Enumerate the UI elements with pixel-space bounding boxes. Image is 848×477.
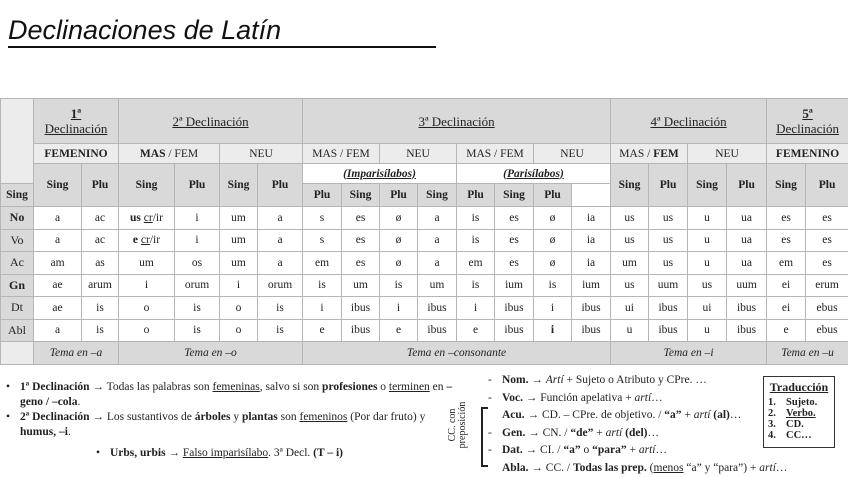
traduccion-box [763, 376, 835, 448]
ending-cell: is [457, 274, 495, 297]
note-segment: artí [759, 461, 776, 474]
item-number: 3. [768, 419, 776, 430]
ending-cell: is [82, 297, 119, 320]
ending-cell: s [303, 207, 342, 230]
ending-cell: us [649, 229, 688, 252]
col-plu: Plu [534, 184, 572, 207]
note-segment: humus, –i [20, 426, 68, 438]
ending-cell: o [220, 297, 258, 320]
ending-bold: us [130, 211, 141, 224]
parisilabos-label: (Parisílabos) [457, 164, 611, 184]
ending-cell: ua [727, 229, 767, 252]
col-plu: Plu [380, 184, 418, 207]
ending-cell: es [495, 229, 534, 252]
ending-cell: ibus [495, 297, 534, 320]
gender-mas-fem [611, 144, 688, 164]
ending-cell: us [611, 274, 649, 297]
note-segment: plantas [241, 411, 278, 423]
ending-cell: a [34, 319, 82, 342]
note-segment: → Los sustantivos de [89, 411, 195, 423]
note-item [6, 410, 456, 440]
ending-cell: em [767, 252, 806, 275]
col-sing: Sing [418, 184, 457, 207]
col-sing: Sing [767, 164, 806, 207]
ending-cell: ibus [727, 297, 767, 320]
note-segment: → Función apelativa + [522, 391, 635, 404]
ending-cell [119, 207, 175, 230]
notes-left [6, 380, 456, 461]
ending-cell: ac [82, 207, 119, 230]
col-sing: Sing [220, 164, 258, 207]
note-segment: Todas las prep. [572, 461, 647, 474]
note-segment: + [681, 409, 694, 421]
note-segment: menos [653, 461, 684, 474]
col-sing: Sing [495, 184, 534, 207]
ending-cell: o [119, 319, 175, 342]
ending-cell: es [767, 229, 806, 252]
note-segment: + Sujeto o Atributo y CPre. … [563, 374, 707, 386]
col-sing: Sing [1, 184, 34, 207]
ending-cell: us [611, 229, 649, 252]
decl-1-label: Declinación [44, 121, 108, 136]
col-plu: Plu [806, 164, 848, 207]
ending-underline: cr [143, 211, 153, 224]
item-text: CC… [786, 430, 812, 441]
ending-cell: ø [534, 207, 572, 230]
tema-row [1, 342, 848, 365]
fem-text: FEM [174, 147, 199, 160]
col-sing: Sing [34, 164, 82, 207]
ending-cell: orum [258, 274, 303, 297]
ending-cell: ø [534, 229, 572, 252]
ending-cell: ua [727, 252, 767, 275]
note-segment: → CD. – CPre. de objetivo. / [524, 409, 665, 421]
note-segment: … [651, 391, 663, 404]
corner-cell [1, 342, 34, 365]
ending-cell: ibus [495, 319, 534, 342]
ending-bold: e [132, 234, 139, 247]
ending-cell: a [258, 207, 303, 230]
note-item [6, 380, 456, 410]
note-segment: (al) [710, 409, 730, 421]
note-segment: femeninos [299, 411, 348, 423]
ending-cell: um [119, 252, 175, 275]
ending-cell: ø [534, 252, 572, 275]
case-label: Vo [1, 229, 34, 252]
col-plu: Plu [82, 164, 119, 207]
sep: / [165, 147, 175, 160]
mas-text: MAS [619, 147, 645, 160]
note-segment: ( [646, 461, 654, 474]
note-segment: Dat. [502, 444, 523, 456]
ending-cell: ibus [342, 319, 380, 342]
ending-cell: es [342, 207, 380, 230]
note-segment: Voc. [502, 391, 523, 404]
note-segment: … [655, 444, 667, 456]
ending-cell: es [806, 229, 848, 252]
note-segment: “para” [592, 444, 627, 456]
item-number: 2. [768, 408, 776, 419]
ending-cell: ium [495, 274, 534, 297]
ending-cell: erum [806, 274, 848, 297]
ending-cell: a [34, 207, 82, 230]
gender-neu: NEU [688, 144, 767, 164]
note-segment: (del) [622, 426, 648, 439]
ending-cell: ae [34, 274, 82, 297]
note-segment: 2ª Declinación [20, 411, 90, 423]
item-number: 1. [768, 397, 776, 408]
note-segment: + [626, 444, 639, 456]
imparisilabos-label: (Imparisílabos) [303, 164, 457, 184]
note-segment: . 3ª Decl. [268, 447, 314, 459]
ending-cell: ibus [649, 319, 688, 342]
decl-5-number: 5ª [802, 106, 813, 121]
ending-cell: ei [767, 297, 806, 320]
note-segment: → [528, 374, 546, 386]
note-segment: “a” y “para”) + [683, 461, 760, 474]
case-label: Ac [1, 252, 34, 275]
note-segment: + [593, 426, 606, 439]
ending-cell: um [220, 229, 258, 252]
ending-cell: is [258, 297, 303, 320]
ending-cell: ibus [342, 297, 380, 320]
note-segment: son [277, 411, 300, 423]
item-text: CD. [786, 419, 804, 430]
ending-cell: i [534, 297, 572, 320]
case-label: No [1, 207, 34, 230]
note-segment: y [230, 411, 242, 423]
ending-cell: ei [767, 274, 806, 297]
ending-cell: i [380, 297, 418, 320]
ending-cell: e [303, 319, 342, 342]
note-segment: , salvo si son [259, 381, 323, 393]
note-centered [6, 446, 456, 461]
col-sing: Sing [611, 164, 649, 207]
col-plu: Plu [649, 164, 688, 207]
corner-cell [1, 99, 34, 184]
note-segment: . [77, 396, 81, 408]
tema-cell: Tema en –u [767, 342, 848, 365]
tema-cell: Tema en –o [119, 342, 303, 365]
decl-2-label: 2ª Declinación [172, 113, 249, 129]
ending-cell: ibus [418, 297, 457, 320]
ending-cell: is [175, 319, 220, 342]
case-note [488, 460, 787, 477]
note-item [96, 446, 343, 461]
note-segment: … [647, 426, 659, 439]
fem-text: FEM [653, 147, 679, 160]
col-plu: Plu [303, 184, 342, 207]
note-segment: artí [605, 426, 623, 439]
note-segment: “a” [563, 444, 581, 456]
note-segment: Gen. [502, 426, 526, 439]
ending-cell: a [418, 207, 457, 230]
note-segment: artí [693, 409, 711, 421]
ending-cell: em [303, 252, 342, 275]
col-plu: Plu [258, 164, 303, 207]
note-segment: … [775, 461, 788, 474]
ending-cell: ia [572, 252, 611, 275]
col-plu: Plu [727, 164, 767, 207]
note-segment: (Por dar fruto) y [347, 411, 426, 423]
table-row [1, 274, 848, 297]
ending-bold: i [550, 324, 555, 337]
ending-cell: ebus [806, 297, 848, 320]
note-segment: Falso imparisílabo [182, 447, 269, 459]
ending-cell: is [175, 297, 220, 320]
ending-cell: is [380, 274, 418, 297]
ending-cell: os [175, 252, 220, 275]
page-title: Declinaciones de Latín [8, 14, 436, 48]
ending-cell: ø [380, 229, 418, 252]
note-segment: artí [638, 444, 656, 456]
ending-underline: cr [140, 234, 150, 247]
ending-cell: u [688, 229, 727, 252]
tema-cell: Tema en –a [34, 342, 119, 365]
ending-cell: a [34, 229, 82, 252]
ending-cell: ia [572, 207, 611, 230]
ending-cell: ae [34, 297, 82, 320]
gender-mas-fem [119, 144, 220, 164]
ending-rest: /ir [149, 234, 161, 247]
table-row [1, 207, 848, 230]
table-row [1, 229, 848, 252]
note-segment: . [67, 426, 71, 438]
ending-cell: as [82, 252, 119, 275]
col-sing: Sing [119, 164, 175, 207]
ending-cell: u [688, 207, 727, 230]
ending-cell: um [220, 252, 258, 275]
ending-cell: u [688, 319, 727, 342]
note-segment: … [729, 409, 742, 421]
note-segment: femeninas [212, 381, 260, 393]
col-sing: Sing [688, 164, 727, 207]
ending-cell: i [220, 274, 258, 297]
note-segment: → [165, 447, 183, 459]
note-segment: –geno / –cola [20, 381, 453, 408]
note-segment: o [377, 381, 389, 393]
ending-cell: ø [380, 252, 418, 275]
item-number: 4. [768, 430, 776, 441]
decl-1-number: 1ª [70, 106, 82, 121]
note-segment: 1ª Declinación [20, 381, 90, 393]
ending-cell: ebus [806, 319, 848, 342]
ending-cell: i [303, 297, 342, 320]
ending-cell: is [303, 274, 342, 297]
header-decl-1 [34, 99, 119, 144]
ending-cell: um [342, 274, 380, 297]
gender-femenino: FEMENINO [767, 144, 848, 164]
ending-cell: is [534, 274, 572, 297]
mas-text: MAS [139, 147, 166, 160]
note-segment: Acu. [502, 409, 525, 421]
ending-cell: e [457, 319, 495, 342]
note-segment: Urbs, urbis [110, 447, 166, 459]
ending-cell: ua [727, 207, 767, 230]
gender-mas-fem: MAS / FEM [457, 144, 534, 164]
item-text: Sujeto. [786, 397, 818, 408]
ending-cell: u [688, 252, 727, 275]
ending-cell: o [220, 319, 258, 342]
case-note [488, 372, 787, 390]
ending-cell: um [611, 252, 649, 275]
ending-cell: u [611, 319, 649, 342]
item-text: Verbo. [786, 408, 816, 419]
ending-cell: is [82, 319, 119, 342]
ending-cell: uum [727, 274, 767, 297]
ending-cell: e [380, 319, 418, 342]
case-label: Dt [1, 297, 34, 320]
ending-cell: es [767, 207, 806, 230]
ending-cell: us [688, 274, 727, 297]
note-segment: o [580, 444, 593, 456]
ending-cell: is [258, 319, 303, 342]
traduccion-title: Traducción [769, 380, 829, 394]
header-decl-3 [303, 99, 611, 144]
cc-preposicion-label: CC. con preposición [447, 401, 468, 449]
note-segment: en [429, 381, 447, 393]
ending-cell: s [303, 229, 342, 252]
ending-cell: e [767, 319, 806, 342]
ending-cell: ium [572, 274, 611, 297]
gender-neu: NEU [220, 144, 303, 164]
header-decl-2 [119, 99, 303, 144]
ending-cell: a [258, 229, 303, 252]
ending-cell: uum [649, 274, 688, 297]
table-row [1, 252, 848, 275]
notes-cases [488, 372, 787, 477]
ending-cell: us [649, 252, 688, 275]
ending-cell: ibus [572, 319, 611, 342]
ending-cell: es [342, 252, 380, 275]
ending-cell: em [457, 252, 495, 275]
ending-cell: ia [572, 229, 611, 252]
gender-mas-fem: MAS / FEM [303, 144, 380, 164]
case-note [488, 390, 787, 408]
ending-rest: /ir [152, 211, 163, 224]
decl-5-label: Declinación [776, 121, 839, 136]
ending-cell: us [611, 207, 649, 230]
ending-cell: es [342, 229, 380, 252]
header-decl-4 [611, 99, 767, 144]
ending-cell: um [418, 274, 457, 297]
case-note [488, 425, 787, 443]
gender-neu: NEU [380, 144, 457, 164]
note-segment: (T – i) [313, 447, 343, 459]
note-segment: Nom. [502, 374, 529, 386]
traduccion-item [768, 419, 830, 430]
ending-cell [119, 229, 175, 252]
note-segment: “de” [570, 426, 594, 439]
table-row [1, 319, 848, 342]
note-segment: árboles [194, 411, 231, 423]
ending-cell: orum [175, 274, 220, 297]
gender-neu: NEU [534, 144, 611, 164]
ending-cell: arum [82, 274, 119, 297]
ending-cell: a [418, 252, 457, 275]
case-label: Gn [1, 274, 34, 297]
case-label: Abl [1, 319, 34, 342]
decl-3-label: 3ª Declinación [418, 113, 495, 129]
col-plu: Plu [457, 184, 495, 207]
gender-femenino: FEMENINO [34, 144, 119, 164]
ending-cell: a [258, 252, 303, 275]
col-sing: Sing [342, 184, 380, 207]
note-segment: → CN. / [525, 426, 571, 439]
note-segment: → Todas las palabras son [89, 381, 213, 393]
traduccion-item [768, 430, 830, 441]
ending-cell: is [457, 229, 495, 252]
ending-cell: is [457, 207, 495, 230]
note-segment: Abla. [502, 461, 529, 474]
ending-cell: es [806, 252, 848, 275]
note-segment: terminen [388, 381, 430, 393]
ending-cell: ui [688, 297, 727, 320]
ending-cell: ibus [572, 297, 611, 320]
ending-cell: ui [611, 297, 649, 320]
note-segment: “a” [664, 409, 682, 421]
decl-4-label: 4ª Declinación [650, 113, 727, 129]
note-segment: → CC. / [528, 461, 573, 474]
ending-cell: um [220, 207, 258, 230]
ending-cell: ibus [418, 319, 457, 342]
tema-cell: Tema en –consonante [303, 342, 611, 365]
note-segment: Artí [545, 374, 564, 386]
ending-cell [534, 319, 572, 342]
tema-cell: Tema en –i [611, 342, 767, 365]
traduccion-item [768, 408, 830, 419]
ending-cell: o [119, 297, 175, 320]
note-segment: profesiones [322, 381, 378, 393]
declension-table [0, 98, 848, 365]
ending-cell: ibus [649, 297, 688, 320]
col-plu: Plu [175, 164, 220, 207]
ending-cell: i [457, 297, 495, 320]
ending-cell: am [34, 252, 82, 275]
ending-cell: i [175, 207, 220, 230]
ending-cell: es [495, 207, 534, 230]
table-row [1, 297, 848, 320]
traduccion-item [768, 397, 830, 408]
ending-cell: es [495, 252, 534, 275]
ending-cell: ibus [727, 319, 767, 342]
note-segment: artí [634, 391, 652, 404]
header-decl-5 [767, 99, 848, 144]
ending-cell: ac [82, 229, 119, 252]
ending-cell: i [119, 274, 175, 297]
sep: / [644, 147, 654, 160]
ending-cell: us [649, 207, 688, 230]
ending-cell: es [806, 207, 848, 230]
case-note [488, 407, 787, 425]
case-note [488, 442, 787, 460]
ending-cell: i [175, 229, 220, 252]
bracket [481, 407, 488, 467]
ending-cell: ø [380, 207, 418, 230]
ending-cell: a [418, 229, 457, 252]
note-segment: → CI. / [522, 444, 564, 456]
